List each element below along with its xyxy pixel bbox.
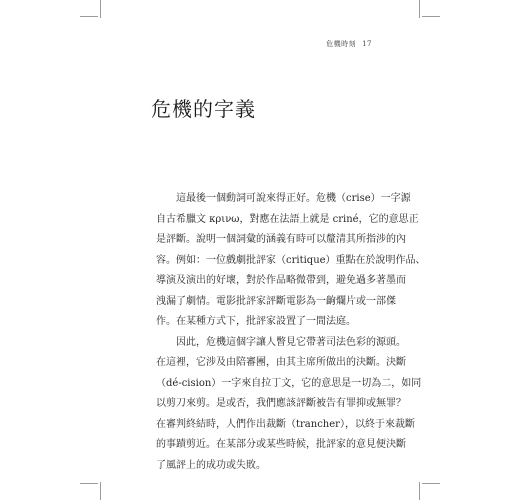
text-line: 自古希臘文 κρινω，對應在法語上就是 criné，它的意思正 — [156, 213, 419, 225]
text-line: 導演及演出的好壞，對於作品略微帶到，避免過多著墨而 — [156, 275, 406, 286]
text-line: 是評斷。說明一個詞彙的涵義有時可以釐清其所指涉的內 — [156, 234, 406, 245]
crop-mark-bottom-left-h — [80, 483, 98, 484]
text-line: （dé-cision）一字來自拉丁文，它的意思是一切為二，如同 — [156, 377, 422, 389]
crop-mark-top-left-h — [80, 16, 98, 17]
paragraph-2 — [156, 333, 422, 477]
text-line: 因此，危機這個字讓人瞥見它帶著司法色彩的源頭。 — [176, 336, 406, 348]
body-text — [156, 189, 426, 476]
page-number: 17 — [362, 40, 372, 48]
crop-mark-top-right — [419, 0, 420, 18]
chapter-title: 危機的字義 — [151, 97, 256, 121]
crop-mark-bottom-right — [419, 482, 420, 500]
crop-mark-top-left — [100, 0, 101, 18]
crop-mark-bottom-right-h — [422, 483, 440, 484]
text-line: 洩漏了劇情。電影批評家評斷電影為一齣爛片或一部傑 — [156, 295, 396, 307]
text-line: 的事蹟剪近。在某部分或某些時候，批評家的意見便決斷 — [156, 439, 406, 450]
text-line: 作。在某種方式下，批評家設置了一間法庭。 — [156, 316, 356, 327]
crop-mark-top-right-h — [422, 16, 440, 17]
paragraph-1 — [156, 189, 426, 333]
text-line: 以剪刀來剪。是或否，我們應該評斷被告有罪抑或無罪？ — [156, 398, 406, 409]
running-title: 危機時刻 — [326, 40, 357, 48]
text-line: 這最後一個動詞可說來得正好。危機（crise）一字源 — [176, 193, 411, 204]
text-line: 在審判終結時，人們作出裁斷（trancher），以終于來裁斷 — [156, 418, 415, 430]
crop-mark-bottom-left — [100, 482, 101, 500]
text-line: 在這裡，它涉及由陪審團，由其主席所做出的決斷。決斷 — [156, 357, 406, 368]
running-header — [326, 39, 372, 49]
text-line: 了風評上的成功或失敗。 — [156, 459, 266, 471]
text-line: 容。例如：一位戲劇批評家（critique）重點在於說明作品、 — [156, 254, 426, 266]
